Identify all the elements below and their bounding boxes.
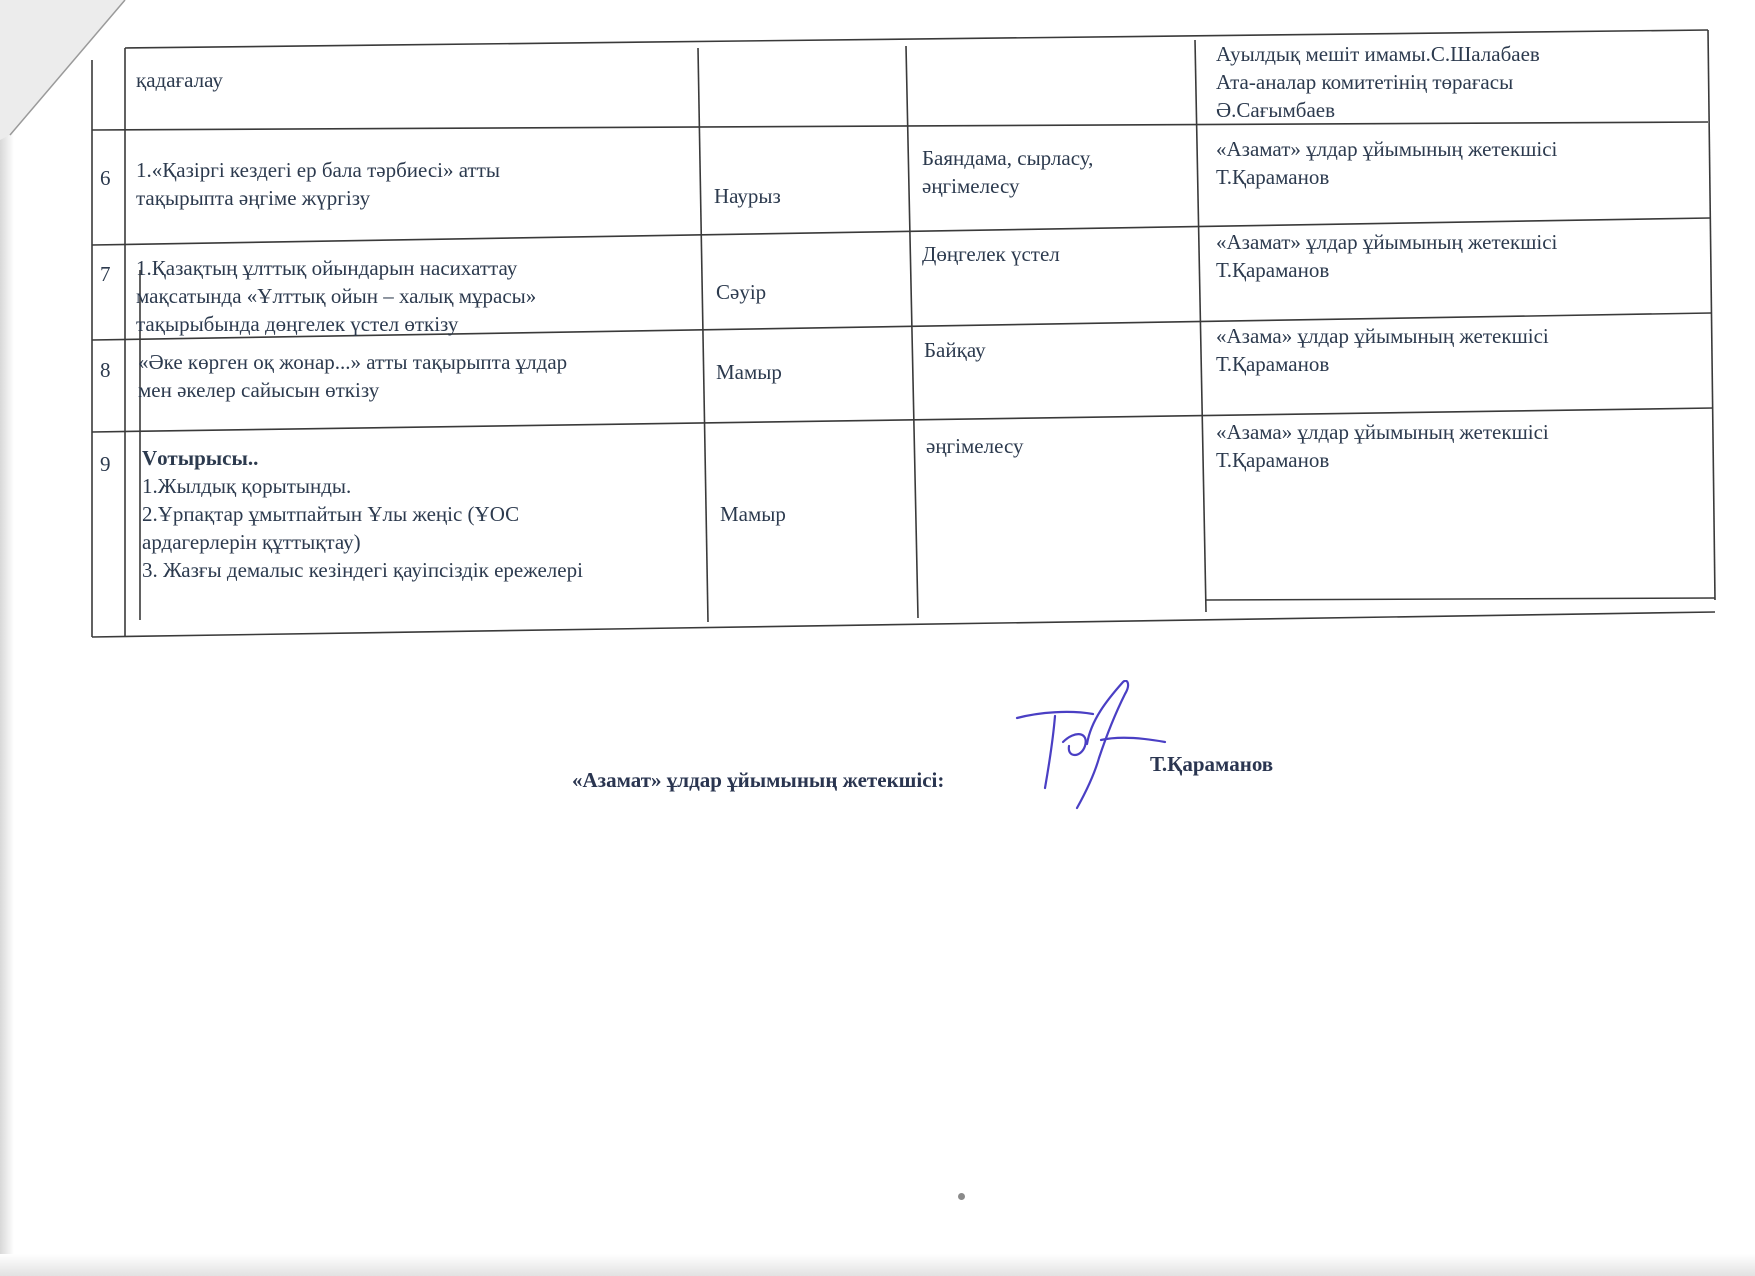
date-cell: Мамыр xyxy=(720,502,786,526)
session-title: Vотырысы.. xyxy=(142,446,259,470)
event-cell: 1.«Қазіргі кездегі ер бала тәрбиесі» атты тақырыпта әңгіме жүргізу xyxy=(136,158,501,210)
row-number: 8 xyxy=(100,358,111,382)
row-number: 9 xyxy=(100,452,111,476)
event-cell: 1.Қазақтың ұлттық ойындарын насихаттау мақсатында «Ұлттық ойын – халық мұрасы» тақырыбында дөңгелек үстел өткізу xyxy=(136,256,537,336)
responsible-cell: «Азамат» ұлдар ұйымының жетекшісі Т.Қараманов xyxy=(1216,137,1558,189)
responsible-cell: «Азамат» ұлдар ұйымының жетекшісі Т.Қараманов xyxy=(1216,230,1558,282)
form-cell: Баяндама, сырласу, әңгімелесу xyxy=(922,146,1094,198)
handwritten-signature xyxy=(1015,680,1175,830)
responsible-cell: «Азама» ұлдар ұйымының жетекшісі Т.Қараманов xyxy=(1216,420,1549,472)
event-cell: Vотырысы.. 1.Жылдық қорытынды. 2.Ұрпақтар ұмытпайтын Ұлы жеңіс (ҰОС ардагерлерін құттықтау) 3. Жазғы демалыс кезіндегі қауіпсіздік ережелері xyxy=(134,440,704,608)
date-cell: Сәуір xyxy=(716,280,767,304)
form-cell: Дөңгелек үстел xyxy=(922,242,1060,266)
event-cell: қадағалау xyxy=(136,68,223,92)
scan-speck xyxy=(958,1193,965,1200)
table-row xyxy=(128,62,688,122)
responsible-cell: «Азама» ұлдар ұйымының жетекшісі Т.Қараманов xyxy=(1216,324,1549,376)
responsible-cell: Ауылдық мешіт имамы.С.Шалабаев Ата-аналар комитетінің төрағасы Ә.Сағымбаев xyxy=(1216,42,1540,122)
form-cell: әңгімелесу xyxy=(926,434,1024,458)
row-number: 7 xyxy=(100,262,111,286)
form-cell: Байқау xyxy=(924,338,986,362)
date-cell: Наурыз xyxy=(714,184,781,208)
row-number: 6 xyxy=(100,166,111,190)
event-cell: «Әке көрген оқ жонар...» атты тақырыпта ұлдар мен әкелер сайысын өткізу xyxy=(138,350,568,402)
footer-role: «Азамат» ұлдар ұйымының жетекшісі: xyxy=(572,768,945,792)
date-cell: Мамыр xyxy=(716,360,782,384)
footer-name: Т.Қараманов xyxy=(1150,752,1274,776)
